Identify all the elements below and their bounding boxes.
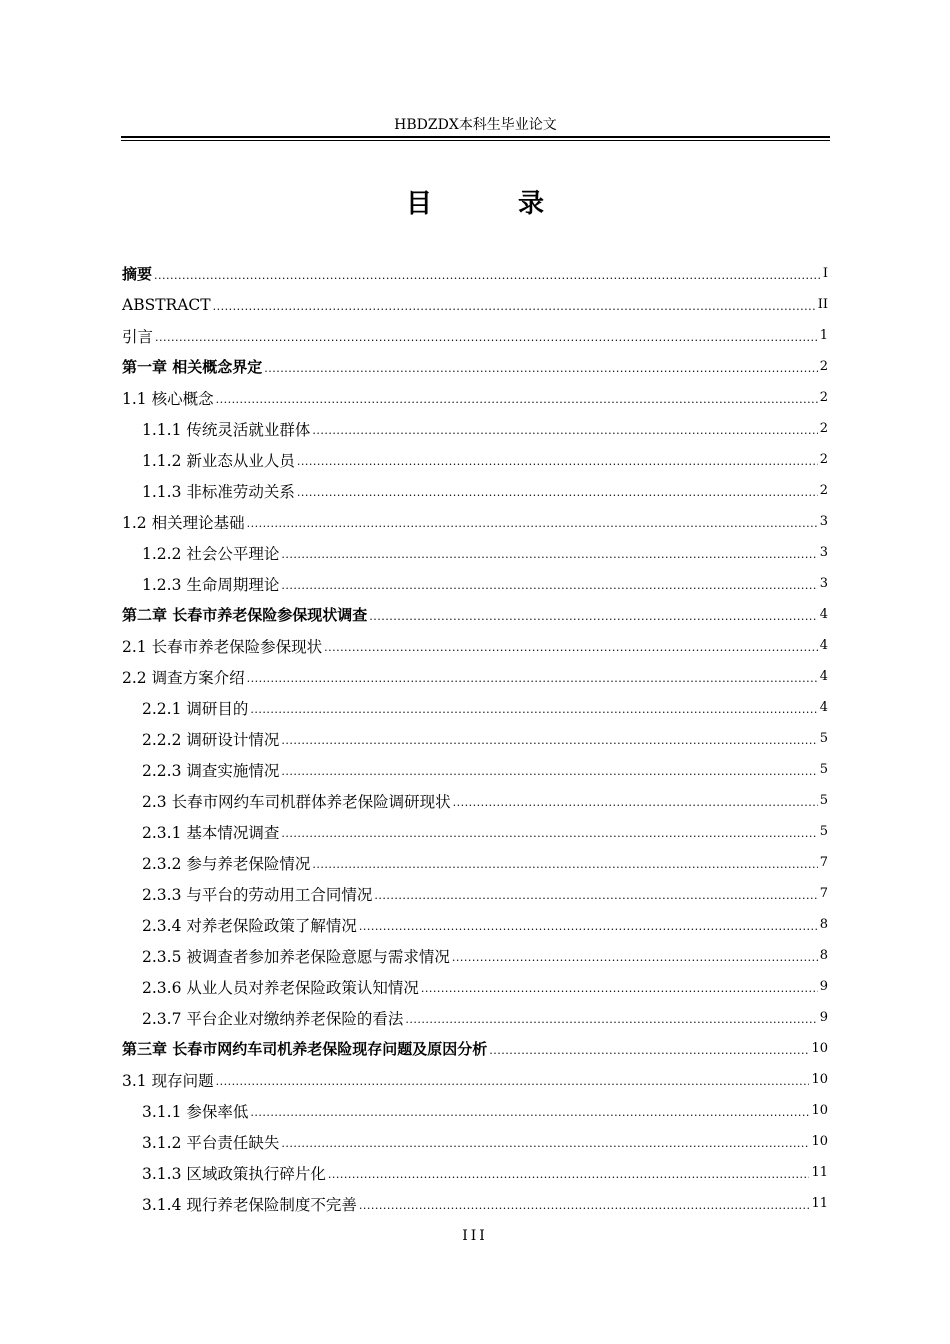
- toc-entry[interactable]: [122, 909, 828, 940]
- header-rule-thin: [121, 140, 830, 141]
- toc-entry-label: 引言: [122, 327, 154, 346]
- toc-entry-page: 1: [819, 328, 828, 343]
- toc-entry[interactable]: [122, 475, 828, 506]
- toc-entry[interactable]: [122, 413, 828, 444]
- toc-entry-page: 10: [811, 1072, 828, 1087]
- toc-entry-label: 3.1.2 平台责任缺失: [142, 1133, 280, 1152]
- toc-entry-page: I: [822, 266, 828, 281]
- toc-entry[interactable]: [122, 258, 828, 289]
- toc-entry-label: 2.3.4 对养老保险政策了解情况: [142, 916, 357, 935]
- toc-entry[interactable]: [122, 1157, 828, 1188]
- toc-leader-dots: [369, 610, 817, 630]
- toc-leader-dots: [213, 300, 816, 320]
- toc-entry[interactable]: [122, 692, 828, 723]
- toc-entry[interactable]: [122, 1188, 828, 1219]
- toc-leader-dots: [374, 889, 817, 909]
- toc-entry-label: 1.1.1 传统灵活就业群体: [142, 420, 311, 439]
- toc-leader-dots: [281, 765, 817, 785]
- toc-entry-page: 10: [811, 1041, 828, 1056]
- toc-leader-dots: [297, 455, 818, 475]
- toc-entry[interactable]: [122, 816, 828, 847]
- toc-leader-dots: [155, 331, 818, 351]
- toc-leader-dots: [452, 951, 818, 971]
- toc-entry[interactable]: [122, 878, 828, 909]
- toc-entry[interactable]: [122, 1095, 828, 1126]
- toc-entry[interactable]: [122, 537, 828, 568]
- toc-entry-page: 9: [819, 1010, 828, 1025]
- toc-entry-label: 2.3.1 基本情况调查: [142, 823, 280, 842]
- toc-entry-label: 2.3.3 与平台的劳动用工合同情况: [142, 885, 373, 904]
- toc-leader-dots: [489, 1044, 809, 1064]
- toc-entry-page: 2: [819, 390, 828, 405]
- toc-entry-page: 4: [819, 607, 828, 622]
- toc-entry[interactable]: [122, 1064, 828, 1095]
- toc-entry-page: 4: [819, 700, 828, 715]
- toc-entry-page: II: [817, 297, 828, 312]
- toc-entry-label: 1.1 核心概念: [122, 389, 214, 408]
- toc-entry[interactable]: [122, 754, 828, 785]
- toc-entry-label: 2.1 长春市养老保险参保现状: [122, 637, 323, 656]
- toc-entry-page: 5: [819, 793, 828, 808]
- toc-entry-label: 2.2.1 调研目的: [142, 699, 249, 718]
- toc-entry-page: 11: [811, 1165, 828, 1180]
- toc-entry-page: 3: [819, 576, 828, 591]
- toc-entry[interactable]: [122, 847, 828, 878]
- toc-entry-label: 2.3.6 从业人员对养老保险政策认知情况: [142, 978, 419, 997]
- toc-entry[interactable]: [122, 723, 828, 754]
- toc-entry[interactable]: [122, 289, 828, 320]
- toc-entry[interactable]: [122, 1126, 828, 1157]
- toc-leader-dots: [281, 579, 817, 599]
- toc-entry[interactable]: [122, 444, 828, 475]
- toc-entry[interactable]: [122, 382, 828, 413]
- toc-entry-label: 2.3 长春市网约车司机群体养老保险调研现状: [142, 792, 451, 811]
- toc-entry-page: 7: [819, 886, 828, 901]
- toc-entry-page: 2: [819, 483, 828, 498]
- toc-leader-dots: [216, 393, 818, 413]
- toc-entry-page: 8: [819, 917, 828, 932]
- toc-entry-page: 4: [819, 638, 828, 653]
- page-header: HBDZDX本科生毕业论文: [394, 117, 557, 133]
- toc-entry-page: 9: [819, 979, 828, 994]
- toc-entry-page: 5: [819, 731, 828, 746]
- toc-leader-dots: [281, 734, 817, 754]
- toc-leader-dots: [247, 672, 818, 692]
- toc-entry-label: 3.1.4 现行养老保险制度不完善: [142, 1195, 357, 1214]
- toc-leader-dots: [328, 1168, 810, 1188]
- toc-entry-label: 1.2.3 生命周期理论: [142, 575, 280, 594]
- toc-entry-page: 2: [819, 452, 828, 467]
- toc-entry[interactable]: [122, 506, 828, 537]
- toc-entry-label: 1.1.2 新业态从业人员: [142, 451, 295, 470]
- toc-entry-page: 8: [819, 948, 828, 963]
- toc-entry-page: 3: [819, 545, 828, 560]
- toc-entry[interactable]: [122, 630, 828, 661]
- toc-leader-dots: [359, 1199, 810, 1219]
- toc-entry-label: ABSTRACT: [122, 295, 211, 314]
- toc-entry-label: 1.2 相关理论基础: [122, 513, 245, 532]
- toc-entry[interactable]: [122, 320, 828, 351]
- toc-entry[interactable]: [122, 940, 828, 971]
- toc-entry[interactable]: [122, 785, 828, 816]
- toc-entry-page: 5: [819, 762, 828, 777]
- toc-leader-dots: [250, 703, 817, 723]
- toc-entry-label: 2.3.2 参与养老保险情况: [142, 854, 311, 873]
- toc-entry[interactable]: [122, 661, 828, 692]
- toc-entry-page: 7: [819, 855, 828, 870]
- toc-leader-dots: [405, 1013, 817, 1033]
- toc-leader-dots: [247, 517, 818, 537]
- toc-entry-label: 2.2.2 调研设计情况: [142, 730, 280, 749]
- table-of-contents: [122, 258, 828, 1219]
- toc-leader-dots: [312, 858, 817, 878]
- toc-entry[interactable]: [122, 599, 828, 630]
- toc-entry-page: 4: [819, 669, 828, 684]
- toc-entry[interactable]: [122, 351, 828, 382]
- toc-entry-label: 2.2.3 调查实施情况: [142, 761, 280, 780]
- toc-entry-page: 3: [819, 514, 828, 529]
- toc-leader-dots: [281, 548, 817, 568]
- toc-entry-label: 1.2.2 社会公平理论: [142, 544, 280, 563]
- toc-entry[interactable]: [122, 1002, 828, 1033]
- toc-leader-dots: [421, 982, 818, 1002]
- toc-entry-label: 3.1 现存问题: [122, 1071, 214, 1090]
- toc-entry[interactable]: [122, 568, 828, 599]
- toc-entry-label: 2.3.7 平台企业对缴纳养老保险的看法: [142, 1009, 404, 1028]
- toc-leader-dots: [297, 486, 818, 506]
- toc-entry-label: 3.1.3 区域政策执行碎片化: [142, 1164, 326, 1183]
- toc-entry-label: 摘要: [122, 265, 153, 283]
- toc-title: 目 录: [405, 189, 574, 219]
- toc-entry[interactable]: [122, 1033, 828, 1064]
- toc-entry-label: 1.1.3 非标准劳动关系: [142, 482, 295, 501]
- toc-leader-dots: [281, 1137, 809, 1157]
- toc-entry-label: 第二章 长春市养老保险参保现状调查: [122, 606, 368, 624]
- toc-entry-label: 第三章 长春市网约车司机养老保险现存问题及原因分析: [122, 1040, 488, 1058]
- toc-leader-dots: [250, 1106, 809, 1126]
- toc-entry-label: 3.1.1 参保率低: [142, 1102, 249, 1121]
- toc-entry-page: 10: [811, 1103, 828, 1118]
- toc-entry-label: 2.3.5 被调查者参加养老保险意愿与需求情况: [142, 947, 450, 966]
- page-number: III: [462, 1228, 488, 1244]
- toc-entry-label: 2.2 调查方案介绍: [122, 668, 245, 687]
- toc-entry[interactable]: [122, 971, 828, 1002]
- toc-leader-dots: [264, 362, 817, 382]
- header-rule-thick: [121, 136, 830, 138]
- toc-leader-dots: [453, 796, 818, 816]
- toc-leader-dots: [359, 920, 818, 940]
- toc-entry-page: 11: [811, 1196, 828, 1211]
- toc-entry-page: 2: [819, 421, 828, 436]
- toc-leader-dots: [154, 269, 821, 289]
- toc-leader-dots: [324, 641, 818, 661]
- toc-entry-label: 第一章 相关概念界定: [122, 358, 263, 376]
- toc-leader-dots: [216, 1075, 810, 1095]
- toc-entry-page: 2: [819, 359, 828, 374]
- toc-leader-dots: [281, 827, 817, 847]
- toc-entry-page: 10: [811, 1134, 828, 1149]
- toc-entry-page: 5: [819, 824, 828, 839]
- toc-leader-dots: [312, 424, 817, 444]
